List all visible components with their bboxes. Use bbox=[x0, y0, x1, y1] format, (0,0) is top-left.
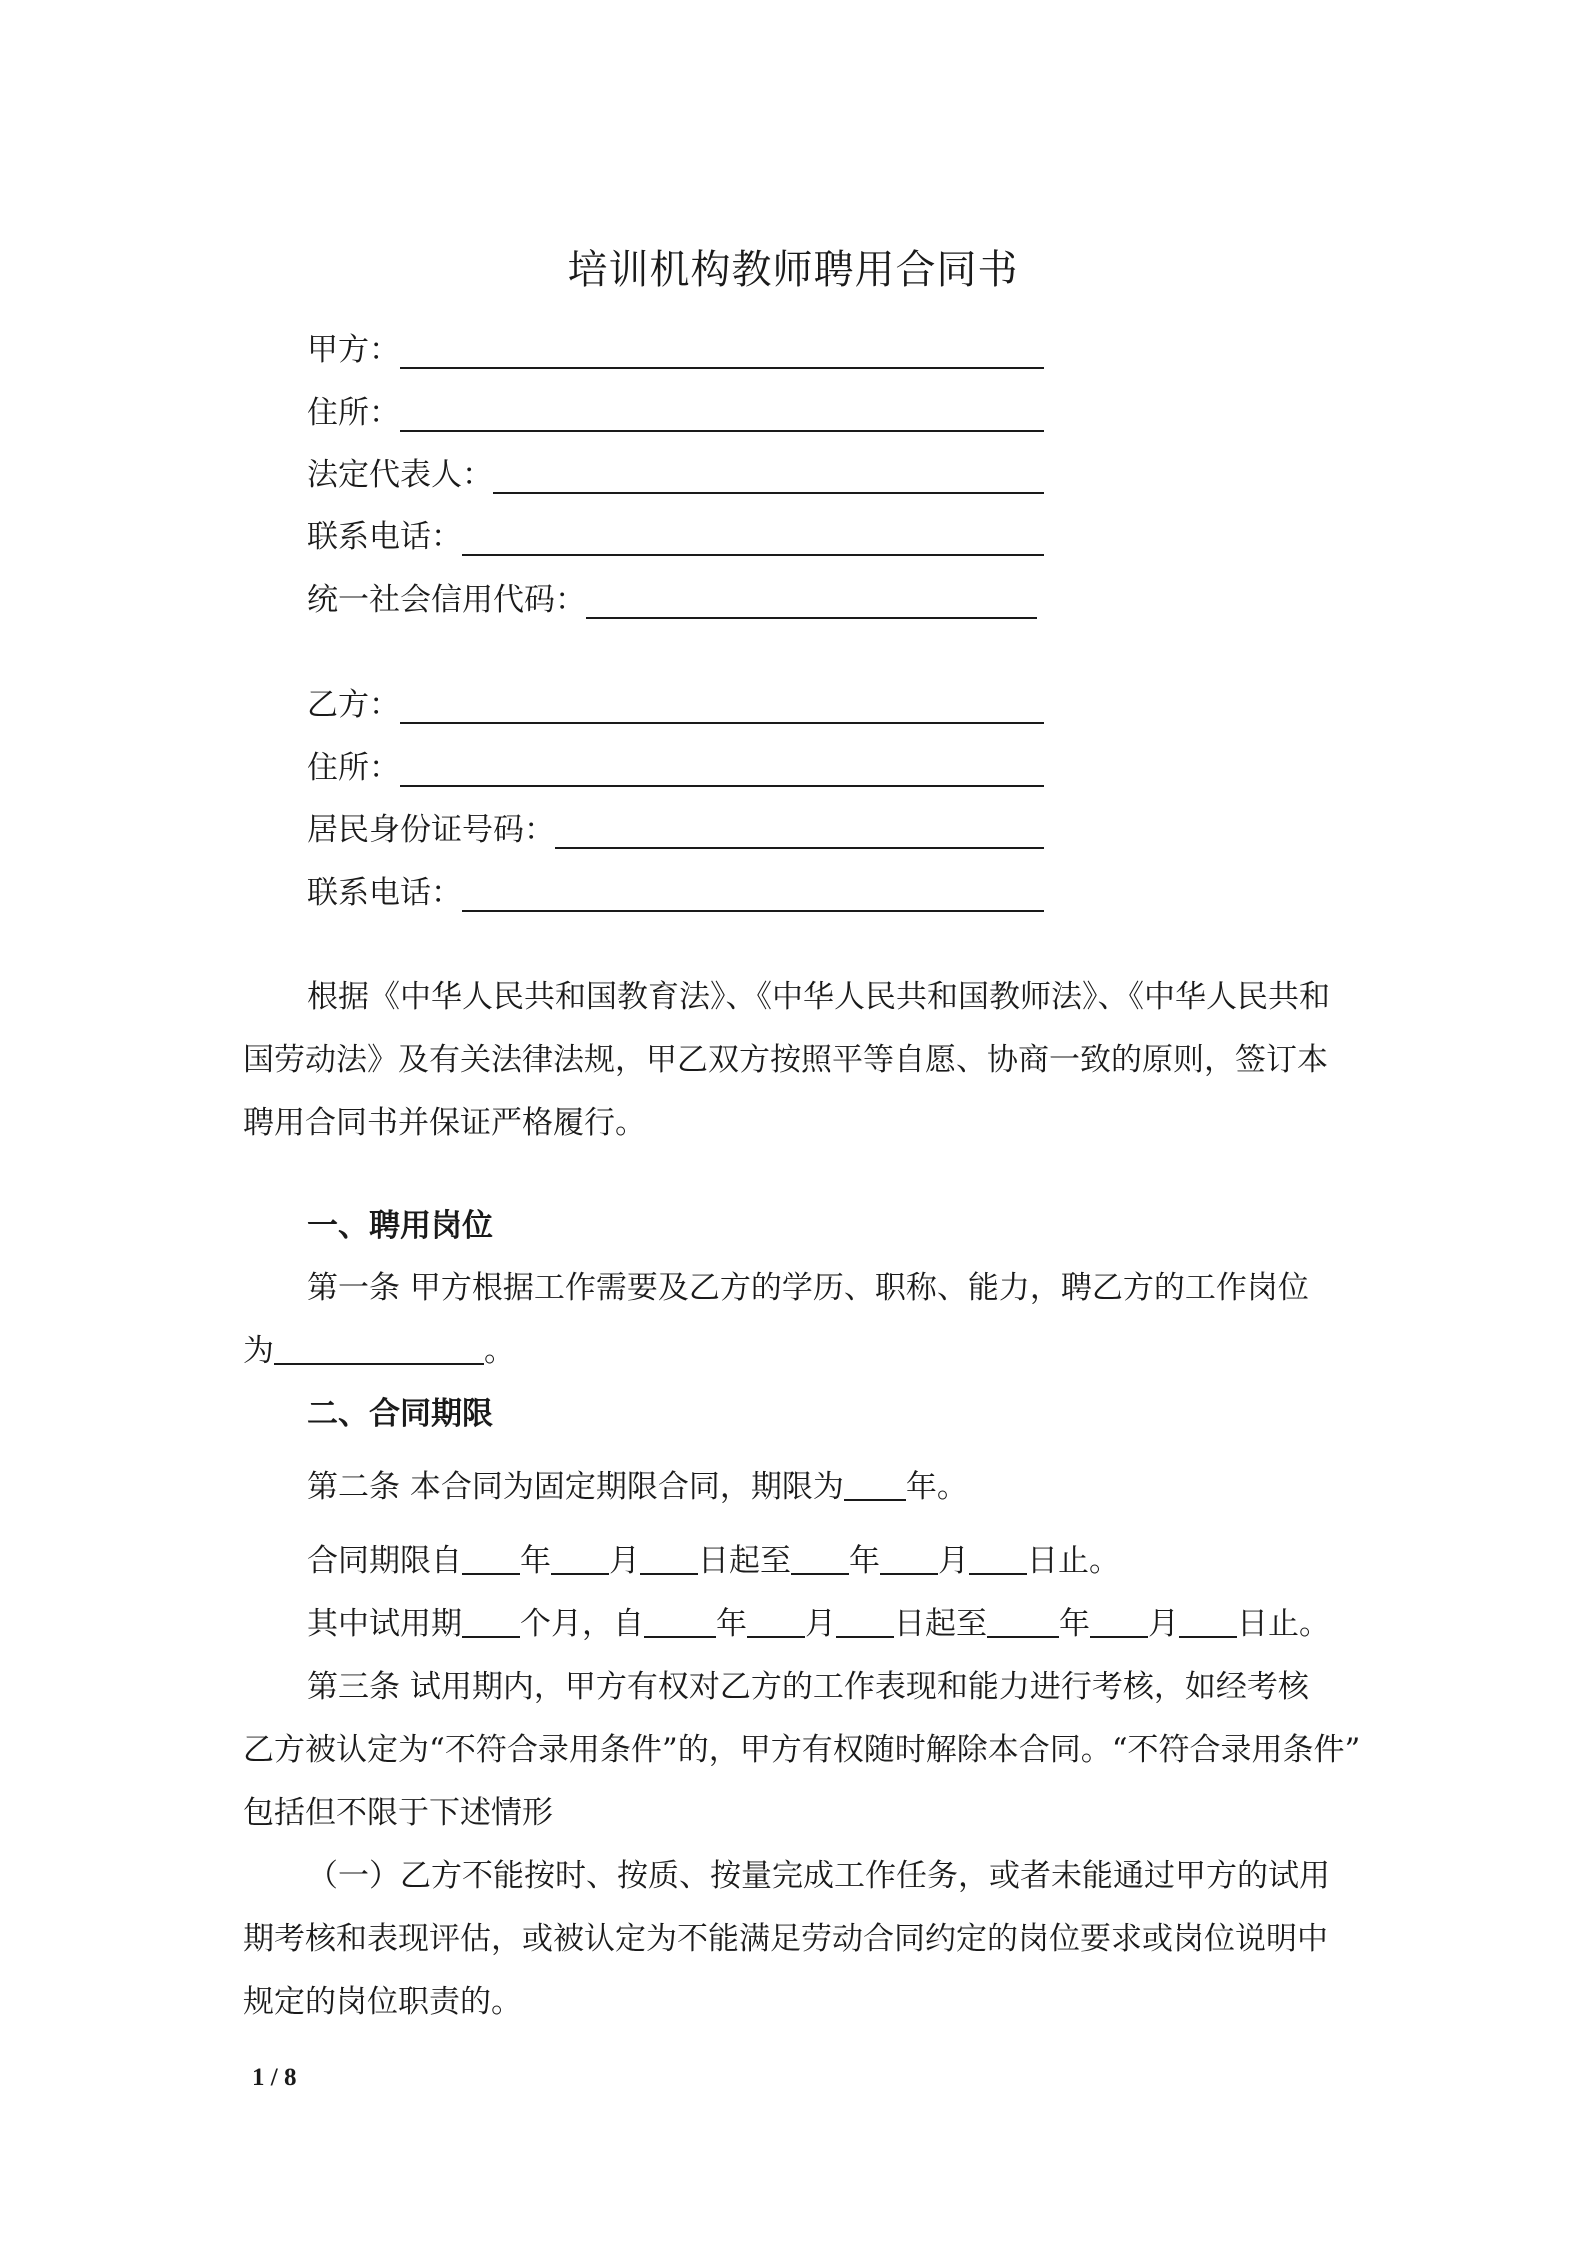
party-b-address-field bbox=[307, 743, 1044, 787]
party-a-blank[interactable] bbox=[400, 337, 1044, 369]
party-a-label: 甲方： bbox=[307, 332, 400, 368]
probation-end-month-blank[interactable] bbox=[1090, 1606, 1148, 1638]
start-month-blank[interactable] bbox=[551, 1543, 609, 1575]
credit-code-field bbox=[307, 575, 1037, 619]
party-a-phone-label: 联系电话： bbox=[307, 519, 462, 555]
article-2-prefix: 第二条 本合同为固定期限合同，期限为 bbox=[307, 1469, 844, 1505]
party-b-address-blank[interactable] bbox=[400, 755, 1044, 787]
party-a-phone-blank[interactable] bbox=[462, 524, 1044, 556]
end-month-blank[interactable] bbox=[880, 1543, 938, 1575]
id-number-label: 居民身份证号码： bbox=[307, 812, 555, 848]
probation-from-label: 日起至 bbox=[894, 1606, 987, 1642]
party-b-blank[interactable] bbox=[400, 692, 1044, 724]
probation-year-label-2: 年 bbox=[1059, 1606, 1090, 1642]
party-b-address-label: 住所： bbox=[307, 750, 400, 786]
period-prefix: 合同期限自 bbox=[307, 1543, 462, 1579]
preamble-line-2: 国劳动法》及有关法律法规，甲乙双方按照平等自愿、协商一致的原则，签订本 bbox=[243, 1042, 1328, 1078]
article-3-line-1: 第三条 试用期内，甲方有权对乙方的工作表现和能力进行考核，如经考核 bbox=[307, 1669, 1309, 1705]
legal-rep-field bbox=[307, 450, 1044, 494]
contract-period-line bbox=[307, 1530, 1120, 1593]
party-a-address-field bbox=[307, 388, 1044, 432]
article-1-line-1: 第一条 甲方根据工作需要及乙方的学历、职称、能力，聘乙方的工作岗位 bbox=[307, 1270, 1309, 1306]
probation-prefix: 其中试用期 bbox=[307, 1606, 462, 1642]
section-2-heading: 二、合同期限 bbox=[307, 1396, 493, 1432]
id-number-field bbox=[307, 805, 1044, 849]
article-3-line-2: 乙方被认定为“不符合录用条件”的，甲方有权随时解除本合同。“不符合录用条件” bbox=[243, 1732, 1361, 1768]
party-a-address-blank[interactable] bbox=[400, 400, 1044, 432]
start-day-blank[interactable] bbox=[640, 1543, 698, 1575]
probation-to-label: 日止。 bbox=[1237, 1606, 1330, 1642]
start-year-blank[interactable] bbox=[462, 1543, 520, 1575]
item-1-line-3: 规定的岗位职责的。 bbox=[243, 1984, 522, 2020]
party-b-phone-label: 联系电话： bbox=[307, 875, 462, 911]
probation-start-year-blank[interactable] bbox=[644, 1606, 716, 1638]
probation-year-label: 年 bbox=[716, 1606, 747, 1642]
party-a-address-label: 住所： bbox=[307, 395, 400, 431]
article-1-prefix: 为 bbox=[243, 1333, 274, 1369]
party-a-field bbox=[307, 325, 1044, 369]
term-years-blank[interactable] bbox=[844, 1469, 906, 1501]
item-1-line-1: （一）乙方不能按时、按质、按量完成工作任务，或者未能通过甲方的试用 bbox=[307, 1858, 1330, 1894]
period-year-label-2: 年 bbox=[849, 1543, 880, 1579]
probation-end-day-blank[interactable] bbox=[1179, 1606, 1237, 1638]
legal-rep-blank[interactable] bbox=[493, 462, 1044, 494]
party-b-phone-blank[interactable] bbox=[462, 880, 1044, 912]
probation-months-label: 个月，自 bbox=[520, 1606, 644, 1642]
credit-code-blank[interactable] bbox=[586, 587, 1037, 619]
article-1-suffix: 。 bbox=[484, 1333, 515, 1369]
probation-start-month-blank[interactable] bbox=[747, 1606, 805, 1638]
period-year-label: 年 bbox=[520, 1543, 551, 1579]
end-year-blank[interactable] bbox=[791, 1543, 849, 1575]
probation-months-blank[interactable] bbox=[462, 1606, 520, 1638]
section-1-heading: 一、聘用岗位 bbox=[307, 1208, 493, 1244]
preamble-line-3: 聘用合同书并保证严格履行。 bbox=[243, 1105, 646, 1141]
article-3-line-3: 包括但不限于下述情形 bbox=[243, 1795, 553, 1831]
article-2-suffix: 年。 bbox=[905, 1469, 968, 1505]
document-title: 培训机构教师聘用合同书 bbox=[567, 247, 1019, 293]
credit-code-label: 统一社会信用代码： bbox=[307, 582, 586, 618]
party-b-phone-field bbox=[307, 868, 1044, 912]
period-from-label: 日起至 bbox=[698, 1543, 791, 1579]
legal-rep-label: 法定代表人： bbox=[307, 457, 493, 493]
period-month-label-2: 月 bbox=[938, 1543, 969, 1579]
page-number: 1 / 8 bbox=[252, 2064, 297, 2091]
period-month-label: 月 bbox=[609, 1543, 640, 1579]
position-blank[interactable] bbox=[274, 1333, 484, 1365]
article-2 bbox=[307, 1456, 968, 1519]
probation-start-day-blank[interactable] bbox=[836, 1606, 894, 1638]
probation-month-label-2: 月 bbox=[1148, 1606, 1179, 1642]
period-to-label: 日止。 bbox=[1027, 1543, 1120, 1579]
party-a-phone-field bbox=[307, 512, 1044, 556]
party-b-field bbox=[307, 680, 1044, 724]
probation-line bbox=[307, 1593, 1330, 1656]
item-1-line-2: 期考核和表现评估，或被认定为不能满足劳动合同约定的岗位要求或岗位说明中 bbox=[243, 1921, 1328, 1957]
preamble-line-1: 根据《中华人民共和国教育法》、《中华人民共和国教师法》、《中华人民共和 bbox=[307, 979, 1330, 1015]
party-b-label: 乙方： bbox=[307, 687, 400, 723]
id-number-blank[interactable] bbox=[555, 817, 1044, 849]
probation-month-label: 月 bbox=[805, 1606, 836, 1642]
probation-end-year-blank[interactable] bbox=[987, 1606, 1059, 1638]
end-day-blank[interactable] bbox=[969, 1543, 1027, 1575]
article-1-line-2 bbox=[243, 1320, 515, 1383]
